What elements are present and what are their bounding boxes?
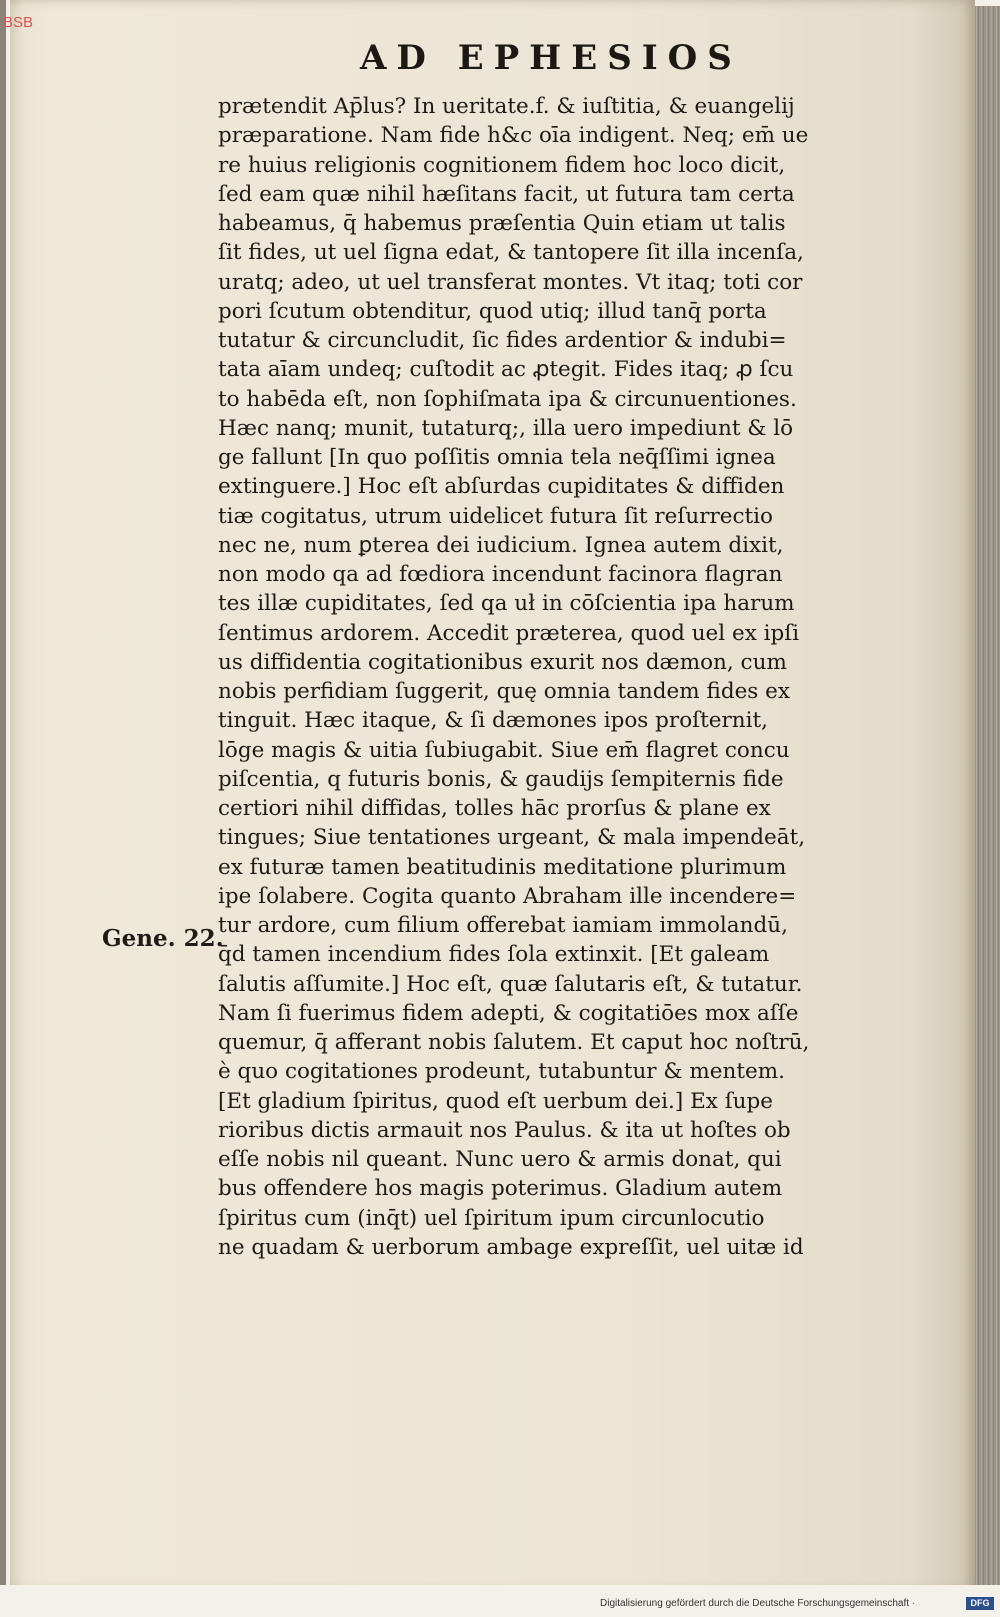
text-line: re huius religionis cognitionem fidem hoc loco dicit, (218, 152, 786, 178)
marginal-note: Gene. 22. (102, 925, 224, 952)
page-edges (975, 6, 1000, 1596)
text-line: ſpiritus cum (inq̄t) uel ſpiritum ipum circunlocutio (218, 1205, 765, 1231)
text-line: extinguere.] Hoc eſt abſurdas cupiditates & diffiden (218, 474, 785, 500)
text-line: uratq; adeo, ut uel transferat montes. Vt itaq; toti cor (218, 269, 803, 295)
text-line: to habēda eſt, non ſophiſmata ipa & circunuentiones. (218, 386, 797, 412)
digitization-note: Digitalisierung gefördert durch die Deutsche Forschungsgemeinschaft · (600, 1598, 916, 1609)
text-line: ſentimus ardorem. Accedit præterea, quod uel ex ipſi (218, 620, 800, 646)
body-text (218, 92, 918, 1262)
text-line: bus offendere hos magis poterimus. Gladium autem (218, 1176, 783, 1202)
text-line: tur ardore, cum filium offerebat iamiam immolandū, (218, 913, 788, 938)
text-line: prætendit Ap̄lus? In ueritate.f. & iuſtitia, & euangelij (218, 94, 795, 119)
text-line: us diffidentia cogitationibus exurit nos dæmon, cum (218, 649, 787, 675)
text-line: ſed eam quæ nihil hæſitans facit, ut futura tam certa (218, 181, 795, 207)
text-line: lōge magis & uitia ſubiugabit. Siue em̄ flagret concu (218, 737, 790, 763)
text-line: piſcentia, q futuris bonis, & gaudijs ſempiternis fide (218, 766, 784, 792)
text-line: tinguit. Hæc itaque, & ſi dæmones ipos proſternit, (218, 708, 768, 734)
text-line: ipe ſolabere. Cogita quanto Abraham ille incendere= (218, 883, 797, 909)
text-line: rioribus dictis armauit nos Paulus. & ita ut hoſtes ob (218, 1117, 791, 1143)
running-head: AD EPHESIOS (360, 38, 742, 78)
text-line: tutatur & circuncludit, ſic fides ardentior & indubi= (218, 328, 787, 353)
text-line: non modo qa ad fœdiora incendunt facinora flagran (218, 562, 783, 587)
library-mark: BSB (3, 14, 34, 31)
text-line: nec ne, num ꝑterea dei iudicium. Ignea autem dixit, (218, 532, 784, 558)
text-line: ex futuræ tamen beatitudinis meditatione plurimum (218, 854, 787, 880)
text-line: Hæc nanq; munit, tutaturq;, illa uero impediunt & lō (218, 415, 794, 441)
text-line: ſalutis aſſumite.] Hoc eſt, quæ ſalutaris eſt, & tutatur. (218, 971, 803, 997)
text-line: quemur, q̄ afferant nobis ſalutem. Et caput hoc noſtrū, (218, 1030, 810, 1055)
text-line: q̄d tamen incendium fides ſola extinxit. [Et galeam (218, 942, 770, 968)
text-line: tata aīam undeq; cuſtodit ac ꝓtegit. Fides itaq; ꝓ ſcu (218, 357, 794, 383)
text-line: eſſe nobis nil queant. Nunc uero & armis donat, qui (218, 1147, 782, 1172)
text-line: certiori nihil diffidas, tolles hāc prorſus & plane ex (218, 796, 771, 821)
text-line: ſit fides, ut uel ſigna edat, & tantopere ſit illa incenſa, (218, 240, 804, 266)
text-line: Nam ſi fuerimus fidem adepti, & cogitatiōes mox aſſe (218, 1000, 799, 1026)
text-line: ge fallunt [In quo poſſitis omnia tela neq̄ſſimi ignea (218, 445, 776, 470)
text-line: nobis perfidiam ſuggerit, quę omnia tandem fides ex (218, 679, 791, 704)
text-line: tingues; Siue tentationes urgeant, & mala impendeāt, (218, 825, 806, 851)
text-line: habeamus, q̄ habemus præſentia Quin etiam ut talis (218, 211, 786, 236)
text-line: [Et gladium ſpiritus, quod eſt uerbum dei.] Ex ſupe (218, 1088, 774, 1114)
text-line: pori ſcutum obtenditur, quod utiq; illud tanq̄ porta (218, 298, 767, 324)
text-line: è quo cogitationes prodeunt, tutabuntur & mentem. (218, 1059, 785, 1085)
text-line: tiæ cogitatus, utrum uidelicet futura ſit reſurrectio (218, 503, 773, 529)
dfg-logo: DFG (966, 1597, 994, 1610)
page-gutter (0, 0, 6, 1590)
text-line: tes illæ cupiditates, ſed qa uł in cōſcientia ipa harum (218, 591, 795, 617)
text-line: ne quadam & uerborum ambage expreſſit, uel uitæ id (218, 1234, 804, 1260)
text-line: præparatione. Nam fide h&c oīa indigent. Neq; em̄ ue (218, 123, 809, 149)
